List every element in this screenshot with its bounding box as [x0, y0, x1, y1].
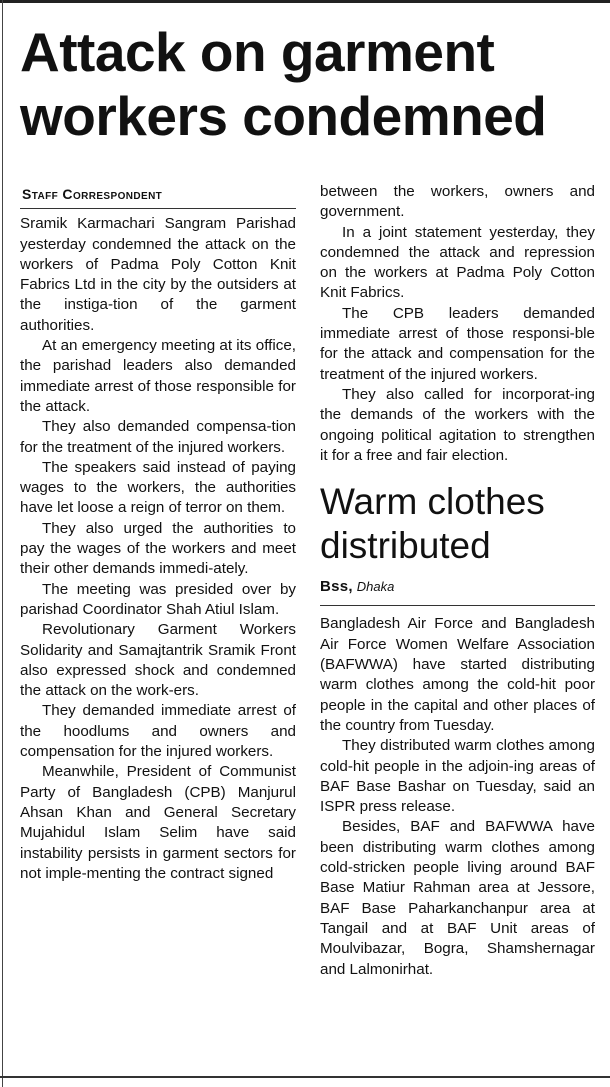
paragraph: Revolutionary Garment Workers Solidarity and Samajtantrik Sramik Front also expressed shock and condemned the attack on the work-ers. — [20, 621, 296, 700]
second-article-headline: Warm clothes distributed — [320, 481, 545, 567]
dateline-place: Dhaka — [356, 579, 395, 595]
paragraph: Sramik Karmachari Sangram Parishad yesterday condemned the attack on the workers of Padma Poly Cotton Knit Fabrics Ltd in the city by the outsiders at the instiga-tion of the garment authorities. — [20, 215, 296, 334]
paragraph: They also called for incorporat-ing the demands of the workers with the ongoing political agitation to strengthen it for a free and fair election. — [320, 385, 595, 464]
paragraph: Bangladesh Air Force and Bangladesh Air Force Women Welfare Association (BAFWWA) have started distributing warm clothes among the cold-hit poor people in the capital and other places of the country from Tuesday. — [320, 615, 595, 734]
left-column — [20, 182, 296, 884]
paragraph-continued: between the workers, owners and government. — [320, 183, 595, 221]
second-article-byline — [320, 576, 595, 606]
paragraph: They demanded immediate arrest of the hoodlums and owners and compensation for the injured workers. — [20, 702, 296, 761]
bottom-border — [0, 1076, 610, 1078]
right-column — [320, 182, 595, 980]
paragraph: In a joint statement yesterday, they condemned the attack and repression on the workers at Padma Poly Cotton Knit Fabrics. — [320, 223, 595, 302]
paragraph: The speakers said instead of paying wages to the workers, the authorities have let loose a reign of terror on them. — [20, 458, 296, 517]
paragraph: The meeting was presided over by parishad Coordinator Shah Atiul Islam. — [20, 580, 296, 618]
byline: Staff Correspondent — [20, 182, 296, 209]
paragraph: They distributed warm clothes among cold-hit people in the adjoin-ing areas of BAF Base Bashar on Tuesday, said an ISPR press release. — [320, 737, 595, 816]
top-border — [0, 0, 610, 3]
paragraph: Meanwhile, President of Communist Party of Bangladesh (CPB) Manjurul Ahsan Khan and General Secretary Mujahidul Islam Selim have said instability persists in garment sectors for not imple-menting the contract signed — [20, 763, 296, 882]
left-border — [2, 0, 3, 1087]
paragraph: The CPB leaders demanded immediate arrest of those responsi-ble for the attack and compensation for the treatment of the injured workers. — [320, 304, 595, 383]
paragraph: Besides, BAF and BAFWWA have been distributing warm clothes among cold-stricken people living around BAF Base Matiur Rahman area at Jessore, BAF Base Paharkanchanpur area at Tangail and at BAF Unit areas of Moulvibazar, Bogra, Shamshernagar and Lalmonirhat. — [320, 818, 595, 978]
paragraph: At an emergency meeting at its office, the parishad leaders also demanded immediate arrest of those responsible for the attack. — [20, 337, 296, 415]
news-agency: Bss, — [320, 578, 353, 596]
paragraph: They also demanded compensa-tion for the treatment of the injured workers. — [20, 418, 296, 456]
article-headline: Attack on garment workers condemned — [20, 21, 547, 147]
paragraph: They also urged the authorities to pay the wages of the workers and meet their other demands immedi-ately. — [20, 519, 296, 578]
